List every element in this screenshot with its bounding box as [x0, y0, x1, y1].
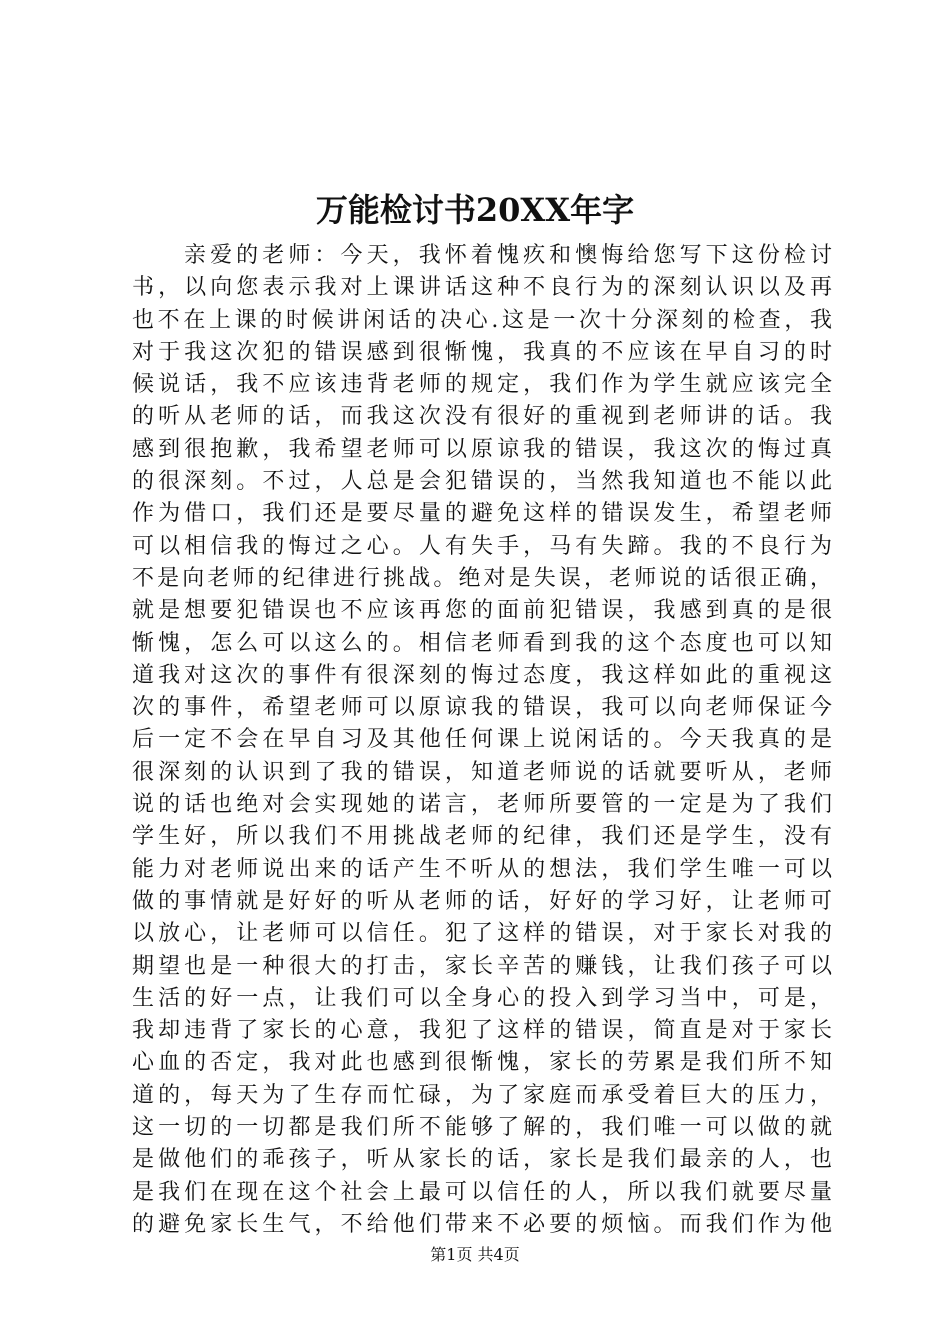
body-line: 就是想要犯错误也不应该再您的面前犯错误，我感到真的是很	[132, 598, 832, 624]
body-line: 这一切的一切都是我们所不能够了解的，我们唯一可以做的就	[132, 1115, 832, 1141]
body-line: 的听从老师的话，而我这次没有很好的重视到老师讲的话。我	[132, 404, 832, 430]
body-line: 做的事情就是好好的听从老师的话，好好的学习好，让老师可	[132, 888, 832, 914]
body-line: 作为借口，我们还是要尽量的避免这样的错误发生，希望老师	[132, 501, 832, 527]
document-title: 万能检讨书20XX年字	[315, 191, 635, 229]
body-line: 道我对这次的事件有很深刻的悔过态度，我这样如此的重视这	[132, 662, 832, 688]
body-line: 的很深刻。不过，人总是会犯错误的，当然我知道也不能以此	[132, 469, 832, 495]
body-line: 期望也是一种很大的打击，家长辛苦的赚钱，让我们孩子可以	[132, 953, 832, 979]
body-line: 对于我这次犯的错误感到很惭愧，我真的不应该在早自习的时	[132, 339, 832, 365]
page-number-footer: 第1页 共4页	[430, 1245, 520, 1264]
body-line: 可以相信我的悔过之心。人有失手，马有失蹄。我的不良行为	[132, 533, 832, 559]
body-line: 感到很抱歉，我希望老师可以原谅我的错误，我这次的悔过真	[132, 436, 832, 462]
body-line: 是做他们的乖孩子，听从家长的话，家长是我们最亲的人，也	[132, 1147, 832, 1173]
body-line: 我却违背了家长的心意，我犯了这样的错误，简直是对于家长	[132, 1018, 832, 1044]
body-line: 很深刻的认识到了我的错误，知道老师说的话就要听从，老师	[132, 759, 832, 785]
body-line: 生活的好一点，让我们可以全身心的投入到学习当中，可是，	[132, 985, 832, 1011]
body-line: 不是向老师的纪律进行挑战。绝对是失误，老师说的话很正确，	[132, 565, 832, 591]
body-line: 心血的否定，我对此也感到很惭愧，家长的劳累是我们所不知	[132, 1050, 832, 1076]
body-line: 候说话，我不应该违背老师的规定，我们作为学生就应该完全	[132, 372, 832, 398]
body-line: 亲爱的老师：今天，我怀着愧疚和懊悔给您写下这份检讨	[184, 243, 832, 268]
body-line: 以放心，让老师可以信任。犯了这样的错误，对于家长对我的	[132, 921, 832, 947]
body-line: 也不在上课的时候讲闲话的决心.这是一次十分深刻的检查，我	[132, 307, 832, 333]
body-line: 后一定不会在早自习及其他任何课上说闲话的。今天我真的是	[132, 727, 832, 753]
body-line: 道的，每天为了生存而忙碌，为了家庭而承受着巨大的压力，	[132, 1082, 832, 1108]
document-body	[132, 240, 832, 1241]
body-line: 惭愧，怎么可以这么的。相信老师看到我的这个态度也可以知	[132, 630, 832, 656]
body-line: 次的事件，希望老师可以原谅我的错误，我可以向老师保证今	[132, 695, 832, 721]
body-line: 书，以向您表示我对上课讲话这种不良行为的深刻认识以及再	[132, 275, 832, 301]
body-line: 学生好，所以我们不用挑战老师的纪律，我们还是学生，没有	[132, 824, 832, 850]
body-line: 能力对老师说出来的话产生不听从的想法，我们学生唯一可以	[132, 856, 832, 882]
body-line: 说的话也绝对会实现她的诺言，老师所要管的一定是为了我们	[132, 792, 832, 818]
body-line: 是我们在现在这个社会上最可以信任的人，所以我们就要尽量	[132, 1179, 832, 1205]
body-line: 的避免家长生气，不给他们带来不必要的烦恼。而我们作为他	[132, 1211, 832, 1237]
